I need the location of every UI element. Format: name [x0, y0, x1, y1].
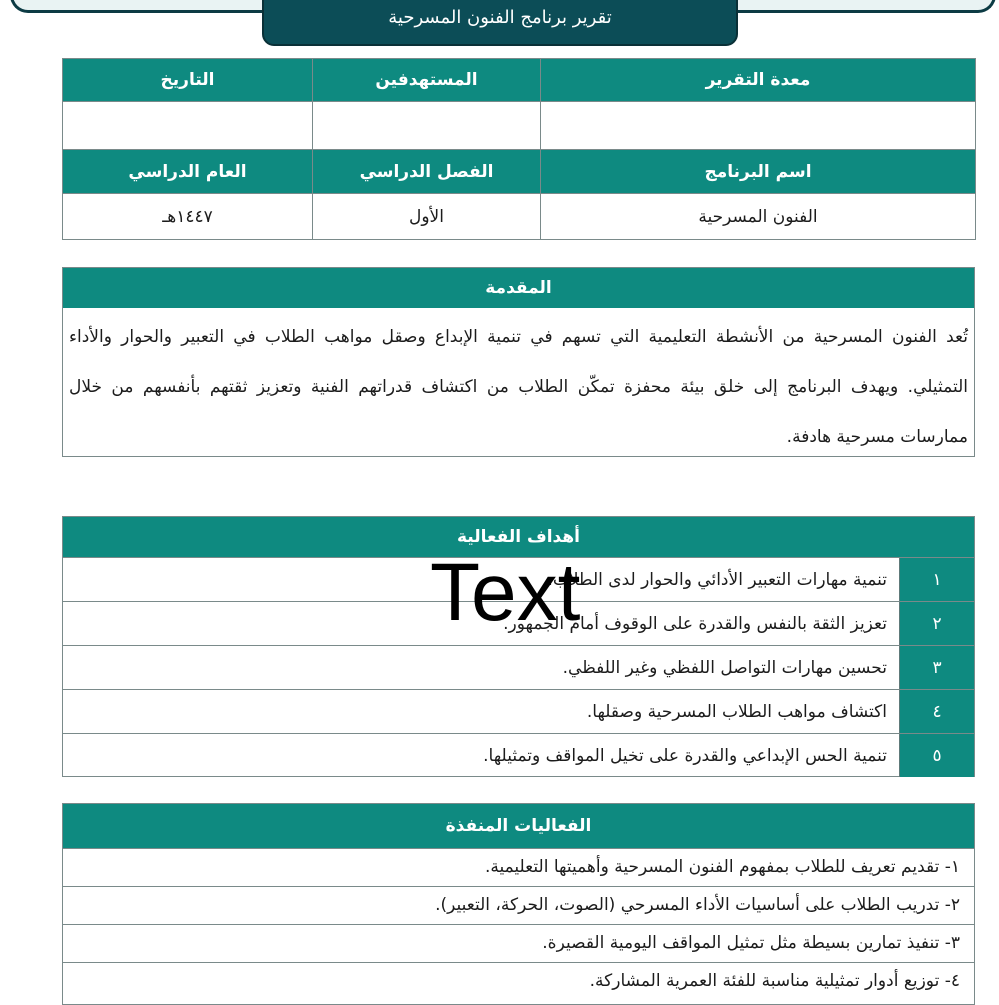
intro-text: تُعد الفنون المسرحية من الأنشطة التعليمية التي تسهم في تنمية الإبداع وصقل مواهب الطلاب في التعبير والحوار والأداء التمثيلي. ويهدف البرنامج إلى خلق بيئة محفزة تمكّن الطلاب من اكتشاف قدراتهم الفنية وتعزيز ثقتهم بأنفسهم من خلال ممارسات مسرحية هادفة.	[69, 327, 968, 447]
report-title: تقرير برنامج الفنون المسرحية	[262, 0, 738, 46]
goal-row	[63, 689, 974, 733]
goal-number: ٥	[899, 734, 974, 777]
info-value-cell: ١٤٤٧هـ	[63, 194, 313, 240]
info-header-cell: العام الدراسي	[63, 150, 313, 194]
info-header-row	[63, 150, 976, 194]
goal-text: تنمية مهارات التعبير الأدائي والحوار لدى الطلاب.	[547, 569, 887, 590]
activity-item: ٣- تنفيذ تمارين بسيطة مثل تمثيل المواقف اليومية القصيرة.	[63, 924, 974, 962]
activity-item: ٢- تدريب الطلاب على أساسيات الأداء المسرحي (الصوت، الحركة، التعبير).	[63, 886, 974, 924]
info-value-row	[63, 102, 976, 150]
info-value-cell: الفنون المسرحية	[541, 194, 976, 240]
header-decoration-right	[720, 0, 996, 13]
info-header-cell: معدة التقرير	[541, 59, 976, 102]
header-decoration-left	[10, 0, 286, 13]
activities-heading: الفعاليات المنفذة	[63, 804, 974, 848]
goal-number: ١	[899, 558, 974, 601]
info-value-cell	[63, 102, 313, 150]
goal-number: ٣	[899, 646, 974, 689]
info-header-row	[63, 59, 976, 102]
info-value-cell: الأول	[313, 194, 541, 240]
info-value-cell	[313, 102, 541, 150]
activities-section	[62, 803, 975, 1005]
activity-item: ١- تقديم تعريف للطلاب بمفهوم الفنون المسرحية وأهميتها التعليمية.	[63, 848, 974, 886]
goal-row	[63, 733, 974, 777]
goal-text: تحسين مهارات التواصل اللفظي وغير اللفظي.	[562, 657, 887, 678]
overlay-text-label: Text	[430, 547, 581, 638]
intro-section	[62, 267, 975, 457]
activity-item: ٤- توزيع أدوار تمثيلية مناسبة للفئة العمرية المشاركة.	[63, 962, 974, 1000]
info-table	[62, 58, 976, 240]
info-header-cell: التاريخ	[63, 59, 313, 102]
goal-text: اكتشاف مواهب الطلاب المسرحية وصقلها.	[586, 701, 887, 722]
goal-text: تعزيز الثقة بالنفس والقدرة على الوقوف أمام الجمهور.	[503, 613, 887, 634]
info-header-cell: اسم البرنامج	[541, 150, 976, 194]
goals-heading: أهداف الفعالية	[63, 517, 974, 557]
intro-heading: المقدمة	[63, 268, 974, 308]
goal-number: ٢	[899, 602, 974, 645]
info-header-cell: الفصل الدراسي	[313, 150, 541, 194]
info-value-row	[63, 194, 976, 240]
goal-text: تنمية الحس الإبداعي والقدرة على تخيل المواقف وتمثيلها.	[483, 745, 887, 766]
info-header-cell: المستهدفين	[313, 59, 541, 102]
goal-number: ٤	[899, 690, 974, 733]
goal-row	[63, 645, 974, 689]
info-value-cell	[541, 102, 976, 150]
